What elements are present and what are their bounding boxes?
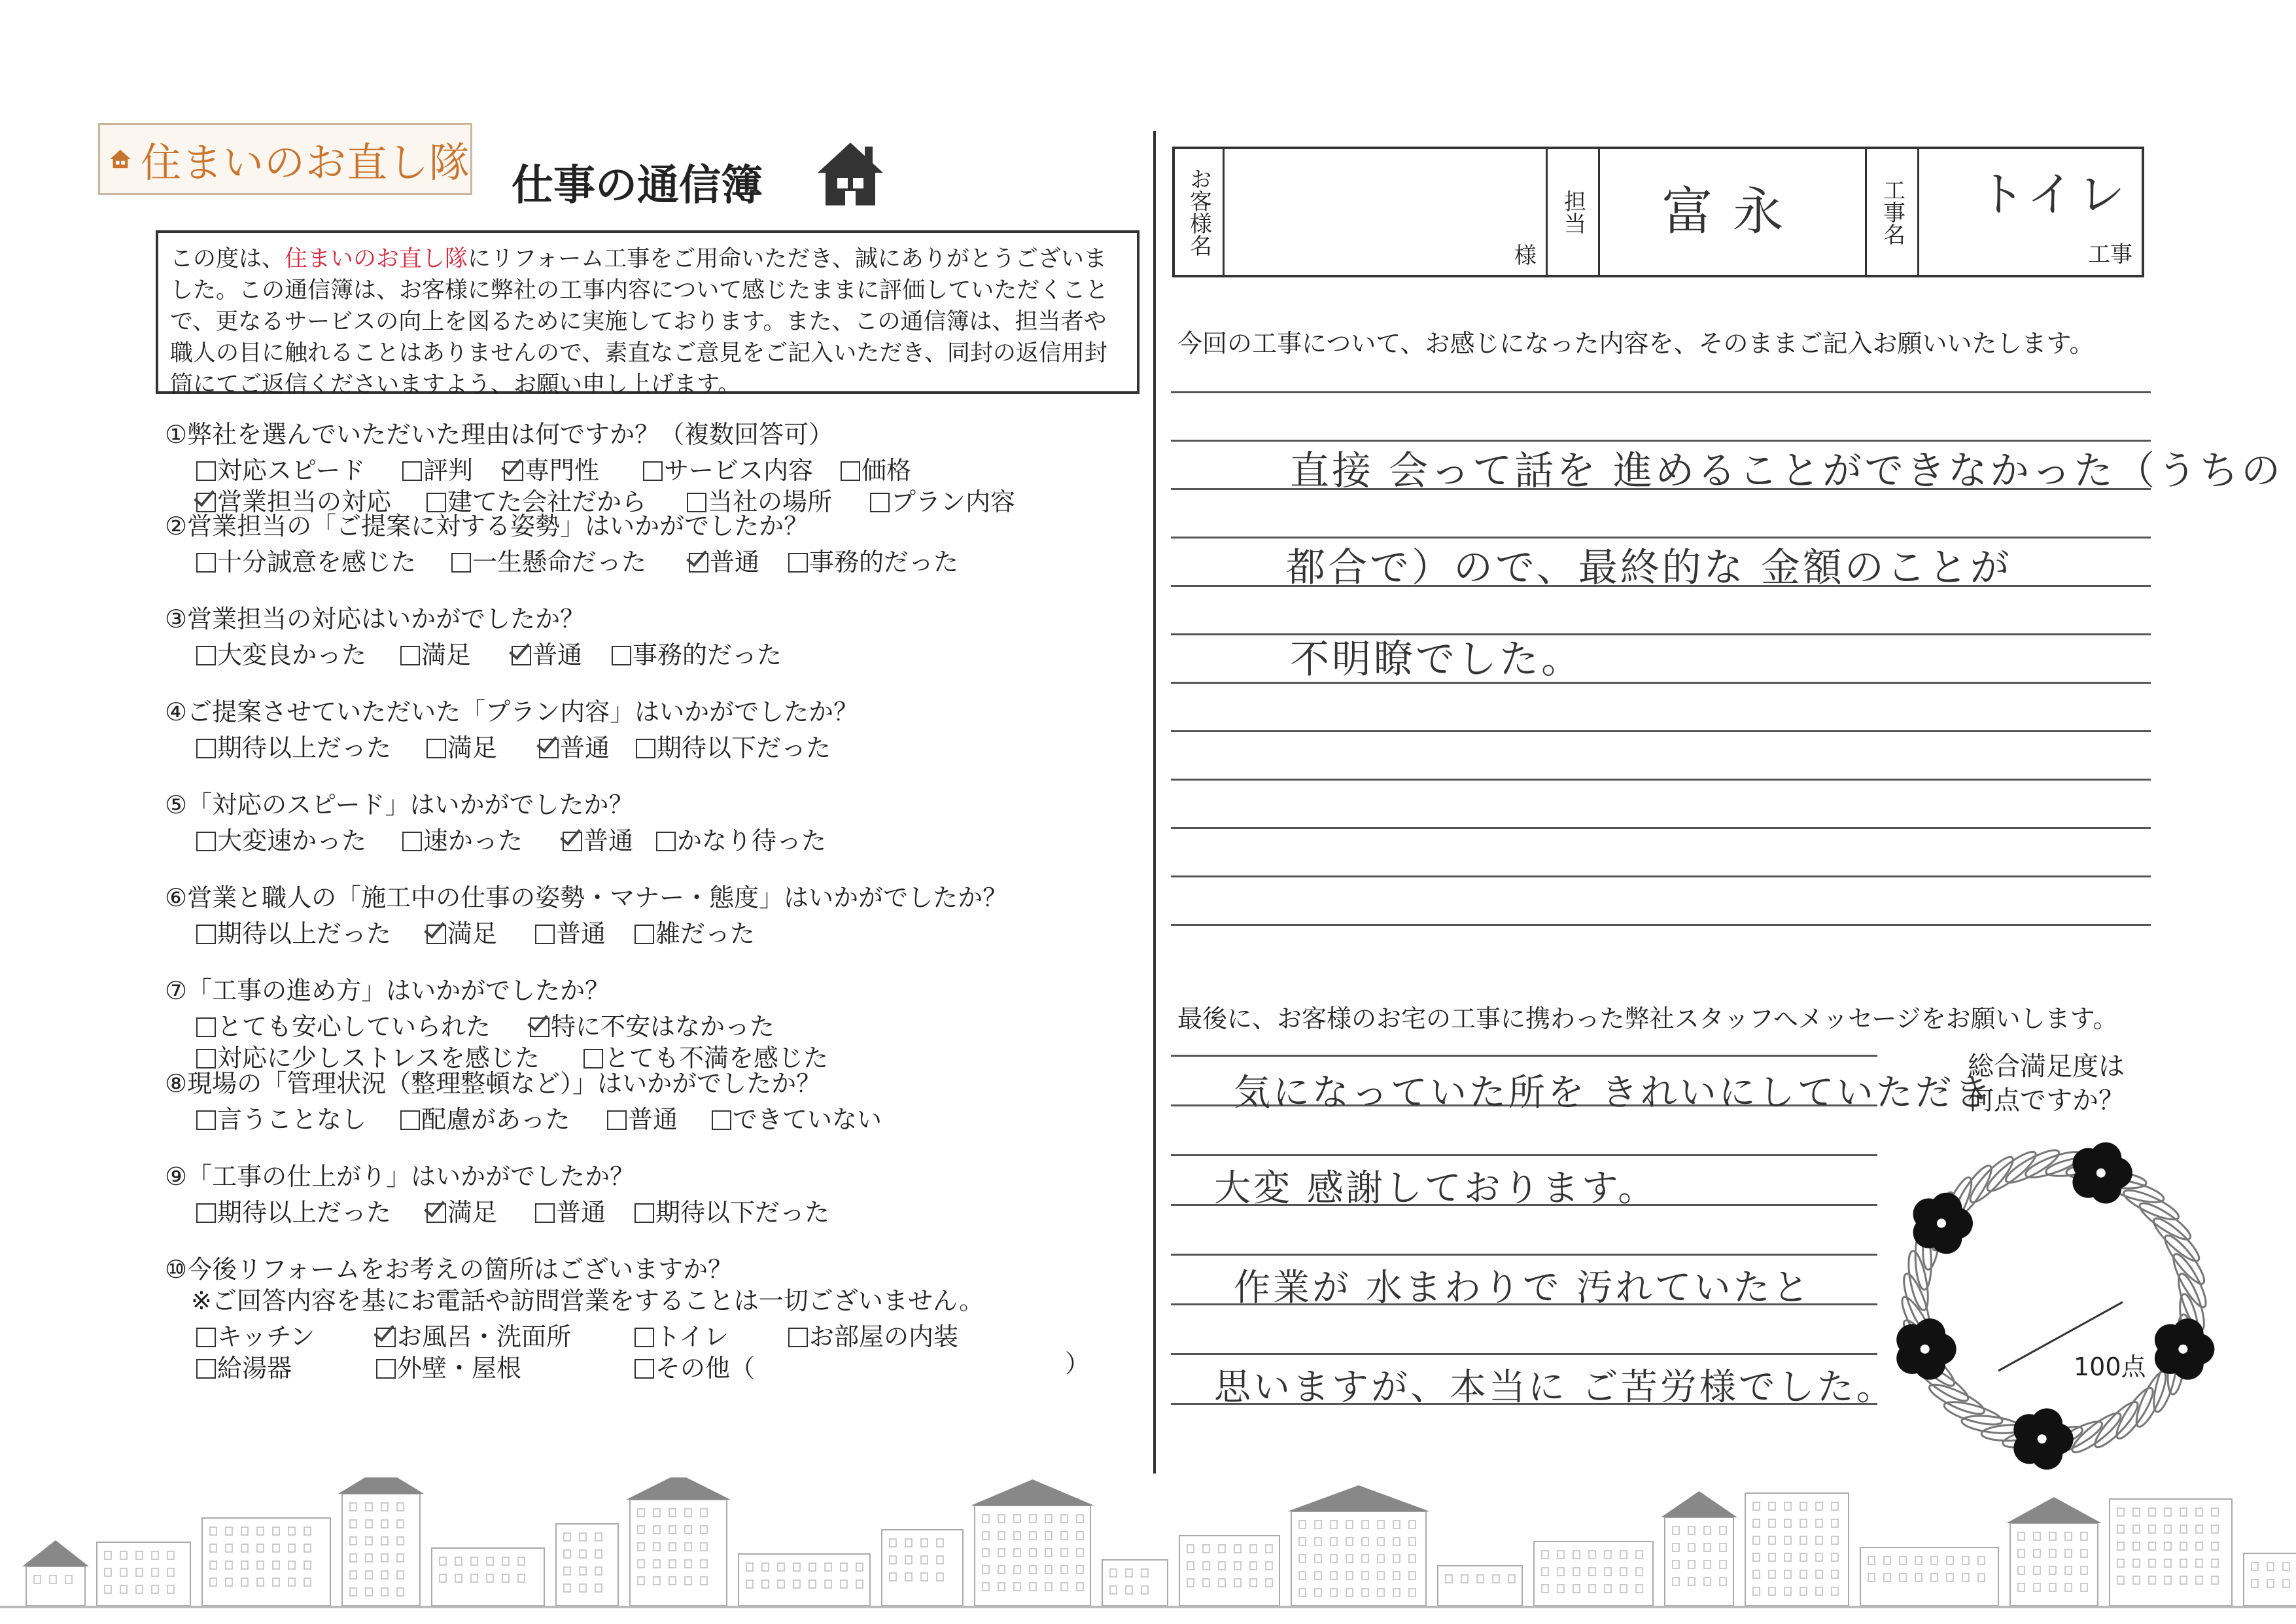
checkbox[interactable] xyxy=(196,925,216,944)
customer-info-table xyxy=(1172,147,2144,277)
q8-option[interactable] xyxy=(196,1099,366,1135)
q10-option[interactable] xyxy=(635,1316,729,1352)
checkbox[interactable] xyxy=(196,1203,216,1223)
option-label: 普通 xyxy=(560,733,610,762)
checkbox[interactable] xyxy=(196,832,216,851)
option-label: 期待以下だった xyxy=(655,1198,830,1227)
option-label: 普通 xyxy=(556,1198,606,1227)
q4-option[interactable] xyxy=(539,728,610,764)
house-icon xyxy=(815,140,886,208)
work-value: トイレ xyxy=(1978,167,2129,222)
ruled-line xyxy=(1171,1353,1877,1355)
town-skyline-decoration xyxy=(0,1477,2296,1624)
checkbox[interactable] xyxy=(563,832,582,851)
q10-option[interactable] xyxy=(376,1316,571,1352)
q8-option[interactable] xyxy=(712,1099,882,1135)
customer-name-label: お客様名 xyxy=(1185,168,1212,256)
q9-option[interactable] xyxy=(535,1192,606,1228)
option-label: 建てた会社だから xyxy=(447,487,647,516)
option-label: できていない xyxy=(733,1105,882,1134)
checkbox[interactable] xyxy=(402,832,422,851)
work-label: 工事名 xyxy=(1879,179,1905,245)
q9-option[interactable] xyxy=(426,1192,497,1228)
ruled-line xyxy=(1171,391,2151,393)
q9-option[interactable] xyxy=(635,1192,829,1228)
option-label: 言うことなし xyxy=(217,1105,367,1134)
q10-option[interactable] xyxy=(635,1348,755,1384)
question-4-text: ④ご提案させていただいた「プラン内容」はいかがでしたか？ xyxy=(165,697,859,726)
checkbox[interactable] xyxy=(635,925,654,944)
option-label: 満足 xyxy=(447,1198,498,1227)
q5-option[interactable] xyxy=(402,821,523,856)
option-label: 給湯器 xyxy=(217,1354,292,1383)
q2-option[interactable] xyxy=(451,542,646,578)
checkbox[interactable] xyxy=(643,461,663,481)
option-label: 期待以下だった xyxy=(657,733,831,762)
checkbox[interactable] xyxy=(426,1203,446,1223)
question-3-text: ③営業担当の対応はいかがでしたか？ xyxy=(165,605,585,633)
checkbox[interactable] xyxy=(635,1328,654,1347)
work-label-cell xyxy=(1867,149,1919,275)
checkbox[interactable] xyxy=(451,553,471,573)
work-field[interactable] xyxy=(1919,149,2142,275)
comments-prompt: 今回の工事について、お感じになった内容を、そのままご記入お願いいたします。 xyxy=(1177,329,2095,358)
staff-label-cell xyxy=(1548,149,1600,275)
option-label: サービス内容 xyxy=(664,456,814,485)
option-label: 普通 xyxy=(532,641,583,669)
checkbox[interactable] xyxy=(687,493,706,512)
ruled-line xyxy=(1171,779,2151,781)
checkbox[interactable] xyxy=(196,1110,216,1130)
checkbox[interactable] xyxy=(400,646,420,665)
option-label: 評判 xyxy=(423,456,474,485)
q8-option[interactable] xyxy=(607,1099,678,1135)
intro-box xyxy=(156,230,1139,398)
checkbox[interactable] xyxy=(612,646,631,665)
q7-option[interactable] xyxy=(196,1006,491,1042)
q4-option[interactable] xyxy=(636,728,831,764)
checkbox[interactable] xyxy=(535,925,555,944)
option-label: 満足 xyxy=(421,641,472,669)
customer-name-label-cell xyxy=(1175,149,1225,275)
q2-option[interactable] xyxy=(689,542,759,578)
q1-option[interactable] xyxy=(504,450,599,486)
option-label: 普通 xyxy=(583,826,634,855)
ruled-line xyxy=(1171,875,2151,877)
checkbox[interactable] xyxy=(788,553,808,573)
q5-option[interactable] xyxy=(656,821,826,856)
satisfaction-label-2: 何点ですか？ xyxy=(1968,1086,2125,1116)
customer-name-field[interactable] xyxy=(1225,149,1548,275)
checkbox[interactable] xyxy=(635,1359,654,1379)
checkbox[interactable] xyxy=(426,739,446,758)
q2-option[interactable] xyxy=(788,542,958,578)
satisfaction-wreath-icon xyxy=(1864,1106,2244,1485)
option-label: トイレ xyxy=(655,1322,729,1351)
comment-line-1: 直接 会って話を 進めることができなかった（うちの xyxy=(1290,448,2284,494)
option-label: プラン内容 xyxy=(891,487,1016,516)
checkbox[interactable] xyxy=(512,646,531,665)
ruled-line xyxy=(1171,827,2151,829)
q2-option[interactable] xyxy=(196,542,416,578)
question-10-note: ※ご回答内容を基にお電話や訪問営業をすることは一切ございません。 xyxy=(191,1286,984,1315)
option-label: 大変良かった xyxy=(217,641,367,669)
checkbox[interactable] xyxy=(535,1203,555,1223)
option-label: 満足 xyxy=(447,919,498,948)
checkbox[interactable] xyxy=(504,461,523,481)
q3-option[interactable] xyxy=(512,635,582,671)
option-label: 対応スピード xyxy=(217,456,366,485)
option-label: 一生懸命だった xyxy=(472,548,647,576)
checkbox[interactable] xyxy=(656,832,676,851)
option-label: 期待以上だった xyxy=(217,919,392,948)
checkbox[interactable] xyxy=(376,1359,396,1379)
checkbox[interactable] xyxy=(530,1017,549,1037)
q10-option[interactable] xyxy=(196,1316,315,1352)
satisfaction-scale: 100点 xyxy=(2074,1352,2146,1381)
page-title: 仕事の通信簿 xyxy=(512,162,763,210)
q1-option[interactable] xyxy=(196,450,365,486)
intro-text-1: この度は、 xyxy=(170,246,285,272)
q10-option[interactable] xyxy=(376,1348,521,1384)
message-line-1: 気になっていた所を きれいにしていただき xyxy=(1234,1072,1994,1114)
question-9-text: ⑨「工事の仕上がり」はいかがでしたか？ xyxy=(165,1162,635,1191)
q3-option[interactable] xyxy=(612,635,782,671)
checkbox[interactable] xyxy=(635,1203,654,1223)
checkbox[interactable] xyxy=(402,461,422,481)
q3-option[interactable] xyxy=(196,635,366,671)
option-label: 雑だった xyxy=(655,919,756,948)
column-divider xyxy=(1153,131,1156,1474)
option-label: その他（ xyxy=(655,1354,756,1383)
q4-option[interactable] xyxy=(426,728,497,764)
option-label: 事務的だった xyxy=(809,548,959,576)
q1-option[interactable] xyxy=(643,450,813,486)
option-label: 普通 xyxy=(556,919,606,948)
q3-option[interactable] xyxy=(400,635,471,671)
q6-option[interactable] xyxy=(196,913,391,949)
message-line-3: 作業が 水まわりで 汚れていたと xyxy=(1234,1267,1812,1309)
satisfaction-label-1: 総合満足度は xyxy=(1968,1051,2125,1082)
comment-line-3: 不明瞭でした。 xyxy=(1290,637,1583,682)
checkbox[interactable] xyxy=(196,1359,216,1379)
checkbox[interactable] xyxy=(712,1110,731,1130)
staff-value: 富永 xyxy=(1661,183,1803,241)
option-label: 事務的だった xyxy=(633,641,782,669)
customer-suffix: 様 xyxy=(1514,243,1537,269)
message-line-4: 思いますが、本当に ご苦労様でした。 xyxy=(1214,1366,1896,1409)
option-label: 大変速かった xyxy=(217,826,367,855)
q10-option[interactable] xyxy=(788,1316,958,1352)
option-label: キッチン xyxy=(217,1322,315,1351)
option-label: 普通 xyxy=(710,548,760,576)
other-close-paren: ） xyxy=(1065,1349,1090,1378)
option-label: 特に不安はなかった xyxy=(551,1012,775,1041)
q4-option[interactable] xyxy=(196,728,391,764)
checkbox[interactable] xyxy=(196,553,216,573)
question-6-text: ⑥営業と職人の「施工中の仕事の姿勢・マナー・態度」はいかがでしたか？ xyxy=(165,883,1008,912)
option-label: 十分誠意を感じた xyxy=(217,548,417,576)
ruled-line xyxy=(1171,1254,1877,1256)
q10-option[interactable] xyxy=(196,1348,292,1384)
comment-line-2: 都合で）ので、最終的な 金額のことが xyxy=(1286,545,2012,591)
option-label: 価格 xyxy=(861,456,912,485)
ruled-line xyxy=(1171,924,2151,926)
checkbox[interactable] xyxy=(196,1328,216,1347)
option-label: 期待以上だった xyxy=(217,1198,392,1227)
checkbox[interactable] xyxy=(636,739,655,758)
checkbox[interactable] xyxy=(841,461,860,481)
message-prompt: 最後に、お客様のお宅の工事に携わった弊社スタッフへメッセージをお願いします。 xyxy=(1177,1004,2118,1033)
q1-option[interactable] xyxy=(870,482,1015,518)
ruled-line xyxy=(1171,1154,1877,1156)
option-label: 満足 xyxy=(447,733,498,762)
checkbox[interactable] xyxy=(539,739,559,758)
checkbox[interactable] xyxy=(689,553,708,573)
q6-option[interactable] xyxy=(535,913,606,949)
option-label: とても不満を感じた xyxy=(604,1044,829,1072)
checkbox[interactable] xyxy=(196,1017,216,1037)
option-label: 配慮があった xyxy=(421,1105,570,1134)
checkbox[interactable] xyxy=(426,493,446,512)
q8-option[interactable] xyxy=(400,1099,570,1135)
q5-option[interactable] xyxy=(196,821,366,856)
question-5-text: ⑤「対応のスピード」はいかがでしたか？ xyxy=(165,790,634,819)
checkbox[interactable] xyxy=(788,1328,808,1347)
checkbox[interactable] xyxy=(400,1110,420,1130)
q9-option[interactable] xyxy=(196,1192,391,1228)
option-label: お部屋の内装 xyxy=(809,1322,959,1351)
work-suffix: 工事 xyxy=(2088,241,2132,268)
staff-field[interactable] xyxy=(1600,149,1867,275)
checkbox[interactable] xyxy=(196,646,216,665)
brand-logo xyxy=(98,123,472,195)
intro-text-2: にリフォーム工事をご用命いただき、誠にありがとうございました。この通信簿は、お客様に弊社の工事内容について感じたままに評価していただくことで、更なるサービスの向上を図るために実施しております。また、この通信簿は、担当者や職人の目に触れることはありませんので、素直なご意見をご記入いただき、同封の返信用封筒にてご返信くださいますよう、お願い申し上げます。 xyxy=(170,246,1109,398)
home-icon xyxy=(109,145,131,173)
checkbox[interactable] xyxy=(196,461,216,481)
question-2-text: ②営業担当の「ご提案に対する姿勢」はいかがでしたか？ xyxy=(165,512,809,540)
q5-option[interactable] xyxy=(563,821,633,856)
intro-brand: 住まいのお直し隊 xyxy=(285,246,468,272)
option-label: 期待以上だった xyxy=(217,733,392,762)
checkbox[interactable] xyxy=(196,739,216,758)
q1-option[interactable] xyxy=(402,450,473,486)
staff-label: 担当 xyxy=(1559,190,1586,234)
option-label: 当社の場所 xyxy=(708,487,833,516)
message-line-2: 大変 感謝しております。 xyxy=(1214,1167,1658,1210)
q6-option[interactable] xyxy=(635,913,755,949)
option-label: 営業担当の対応 xyxy=(217,487,392,516)
question-10-text: ⑩今後リフォームをお考えの箇所はございますか？ xyxy=(165,1255,733,1284)
option-label: かなり待った xyxy=(677,826,827,855)
checkbox[interactable] xyxy=(607,1110,627,1130)
checkbox[interactable] xyxy=(196,1049,216,1068)
option-label: 外壁・屋根 xyxy=(397,1354,522,1383)
question-8-text: ⑧現場の「管理状況（整理整頓など）」はいかがでしたか？ xyxy=(165,1069,822,1098)
q1-option[interactable] xyxy=(841,450,911,486)
option-label: 普通 xyxy=(628,1105,678,1134)
q7-option[interactable] xyxy=(530,1006,774,1042)
ruled-line xyxy=(1171,1055,1877,1057)
checkbox[interactable] xyxy=(426,925,446,944)
option-label: 専門性 xyxy=(525,456,600,485)
question-7-text: ⑦「工事の進め方」はいかがでしたか？ xyxy=(165,976,610,1005)
logo-text: 住まいのお直し隊 xyxy=(140,138,470,186)
checkbox[interactable] xyxy=(583,1049,603,1068)
option-label: お風呂・洗面所 xyxy=(397,1322,572,1351)
option-label: 速かった xyxy=(423,826,523,855)
checkbox[interactable] xyxy=(870,493,890,512)
option-label: 対応に少しストレスを感じた xyxy=(217,1044,540,1072)
q6-option[interactable] xyxy=(426,913,497,949)
question-1-text: ①弊社を選んでいただいた理由は何ですか？（複数回答可） xyxy=(165,420,834,449)
checkbox[interactable] xyxy=(196,493,216,512)
ruled-line xyxy=(1171,730,2151,732)
option-label: とても安心していられた xyxy=(217,1012,491,1041)
checkbox[interactable] xyxy=(376,1328,396,1347)
